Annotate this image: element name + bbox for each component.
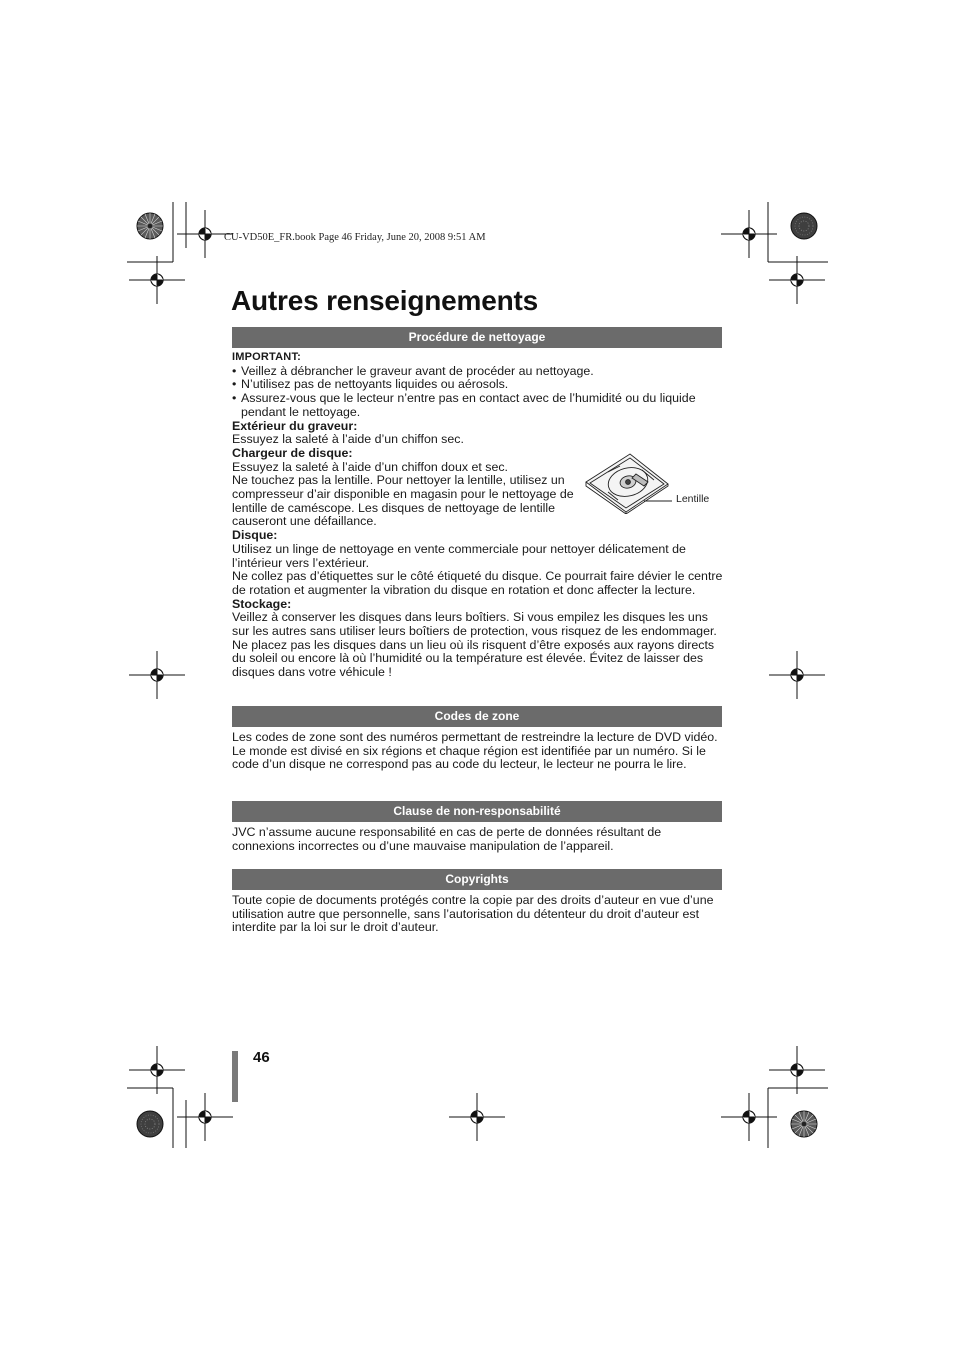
zone-text: Les codes de zone sont des numéros permettant de restreindre la lecture de DVD vidéo. Le monde est divisé en six régions et chaque région est identifiée par un numéro. Si le code d’un disque ne correspond pas au code du lecteur, le lecteur ne pourra le lire. (232, 730, 718, 772)
registration-mark-icon (721, 1093, 777, 1141)
page-number: 46 (253, 1049, 270, 1066)
exterieur-title: Extérieur du graveur: (232, 418, 358, 433)
nettoyage-content (232, 351, 724, 680)
stockage-title: Stockage: (232, 596, 292, 611)
registration-mark-icon (177, 1093, 233, 1141)
clause-text: JVC n’assume aucune responsabilité en cas de perte de données résultant de connexions incorrectes ou d’une mauvaise manipulation de l’appareil. (232, 825, 662, 853)
disque-text-1: Utilisez un linge de nettoyage en vente commerciale pour nettoyer délicatement de l’intérieur vers l’extérieur. (232, 541, 686, 570)
list-item: • Veillez à débrancher le graveur avant de procéder au nettoyage. (232, 365, 724, 379)
stockage-text: Veillez à conserver les disques dans leurs boîtiers. Si vous empilez les disques les uns sur les autres sans utiliser leurs boîtiers de protection, vous risquez de les endommager. Ne placez pas les disques dans un lieu où ils risquent d’être exposés aux rayons directs du soleil ou encore là où l’humidité ou la température est élevée. Évitez de laisser des disques dans votre véhicule ! (232, 610, 717, 680)
section-heading-copyrights: Copyrights (232, 869, 722, 890)
registration-mark-icon (769, 1046, 825, 1094)
page-title: Autres renseignements (231, 285, 539, 316)
disque-title: Disque: (232, 528, 278, 543)
registration-mark-icon (769, 256, 825, 304)
disque-text-2: Ne collez pas d’étiquettes sur le côté étiqueté du disque. Ce pourrait faire dévier le centre de rotation et augmenter la vibration du disque en rotation et donc affecter la lecture. (232, 569, 723, 597)
section-heading-nettoyage: Procédure de nettoyage (232, 327, 722, 348)
lentille-pointer (644, 496, 674, 506)
chargeur-text-1: Essuyez la saleté à l’aide d’un chiffon doux et sec. (232, 459, 508, 474)
lentille-label: Lentille (676, 493, 710, 505)
registration-burst-icon (791, 1111, 817, 1137)
list-item: • N’utilisez pas de nettoyants liquides ou aérosols. (232, 378, 724, 392)
registration-burst-icon (137, 213, 163, 239)
copyrights-text: Toute copie de documents protégés contre la copie par des droits d’auteur en vue d’une utilisation autre que personnelle, sans l’autorisation du détenteur du droit d’auteur est interdite par la loi sur le droit d’auteur. (232, 893, 714, 935)
page-number-tab (232, 1051, 238, 1102)
chargeur-title: Chargeur de disque: (232, 445, 353, 460)
section-heading-clause: Clause de non-responsabilité (232, 801, 722, 822)
registration-mark-icon (129, 1046, 185, 1094)
registration-burst-icon (137, 1111, 163, 1137)
print-header-line: CU-VD50E_FR.book Page 46 Friday, June 20, 2008 9:51 AM (224, 232, 486, 243)
registration-mark-icon (769, 651, 825, 699)
exterieur-text: Essuyez la saleté à l’aide d’un chiffon sec. (232, 432, 464, 447)
registration-burst-icon (791, 213, 817, 239)
registration-mark-icon (129, 651, 185, 699)
section-heading-zone: Codes de zone (232, 706, 722, 727)
registration-mark-icon (449, 1093, 505, 1141)
list-item: • Assurez-vous que le lecteur n’entre pas en contact avec de l’humidité ou du liquide pendant le nettoyage. (232, 392, 724, 419)
chargeur-text-2: Ne touchez pas la lentille. Pour nettoyer la lentille, utilisez un compresseur d’air disponible en magasin pour le nettoyage de lentille de caméscope. Les disques de nettoyage de lentille causeront une défaillance. (232, 473, 574, 529)
registration-mark-icon (721, 210, 777, 258)
important-list (232, 365, 724, 420)
registration-mark-icon (129, 256, 185, 304)
important-label: IMPORTANT: (232, 351, 302, 363)
